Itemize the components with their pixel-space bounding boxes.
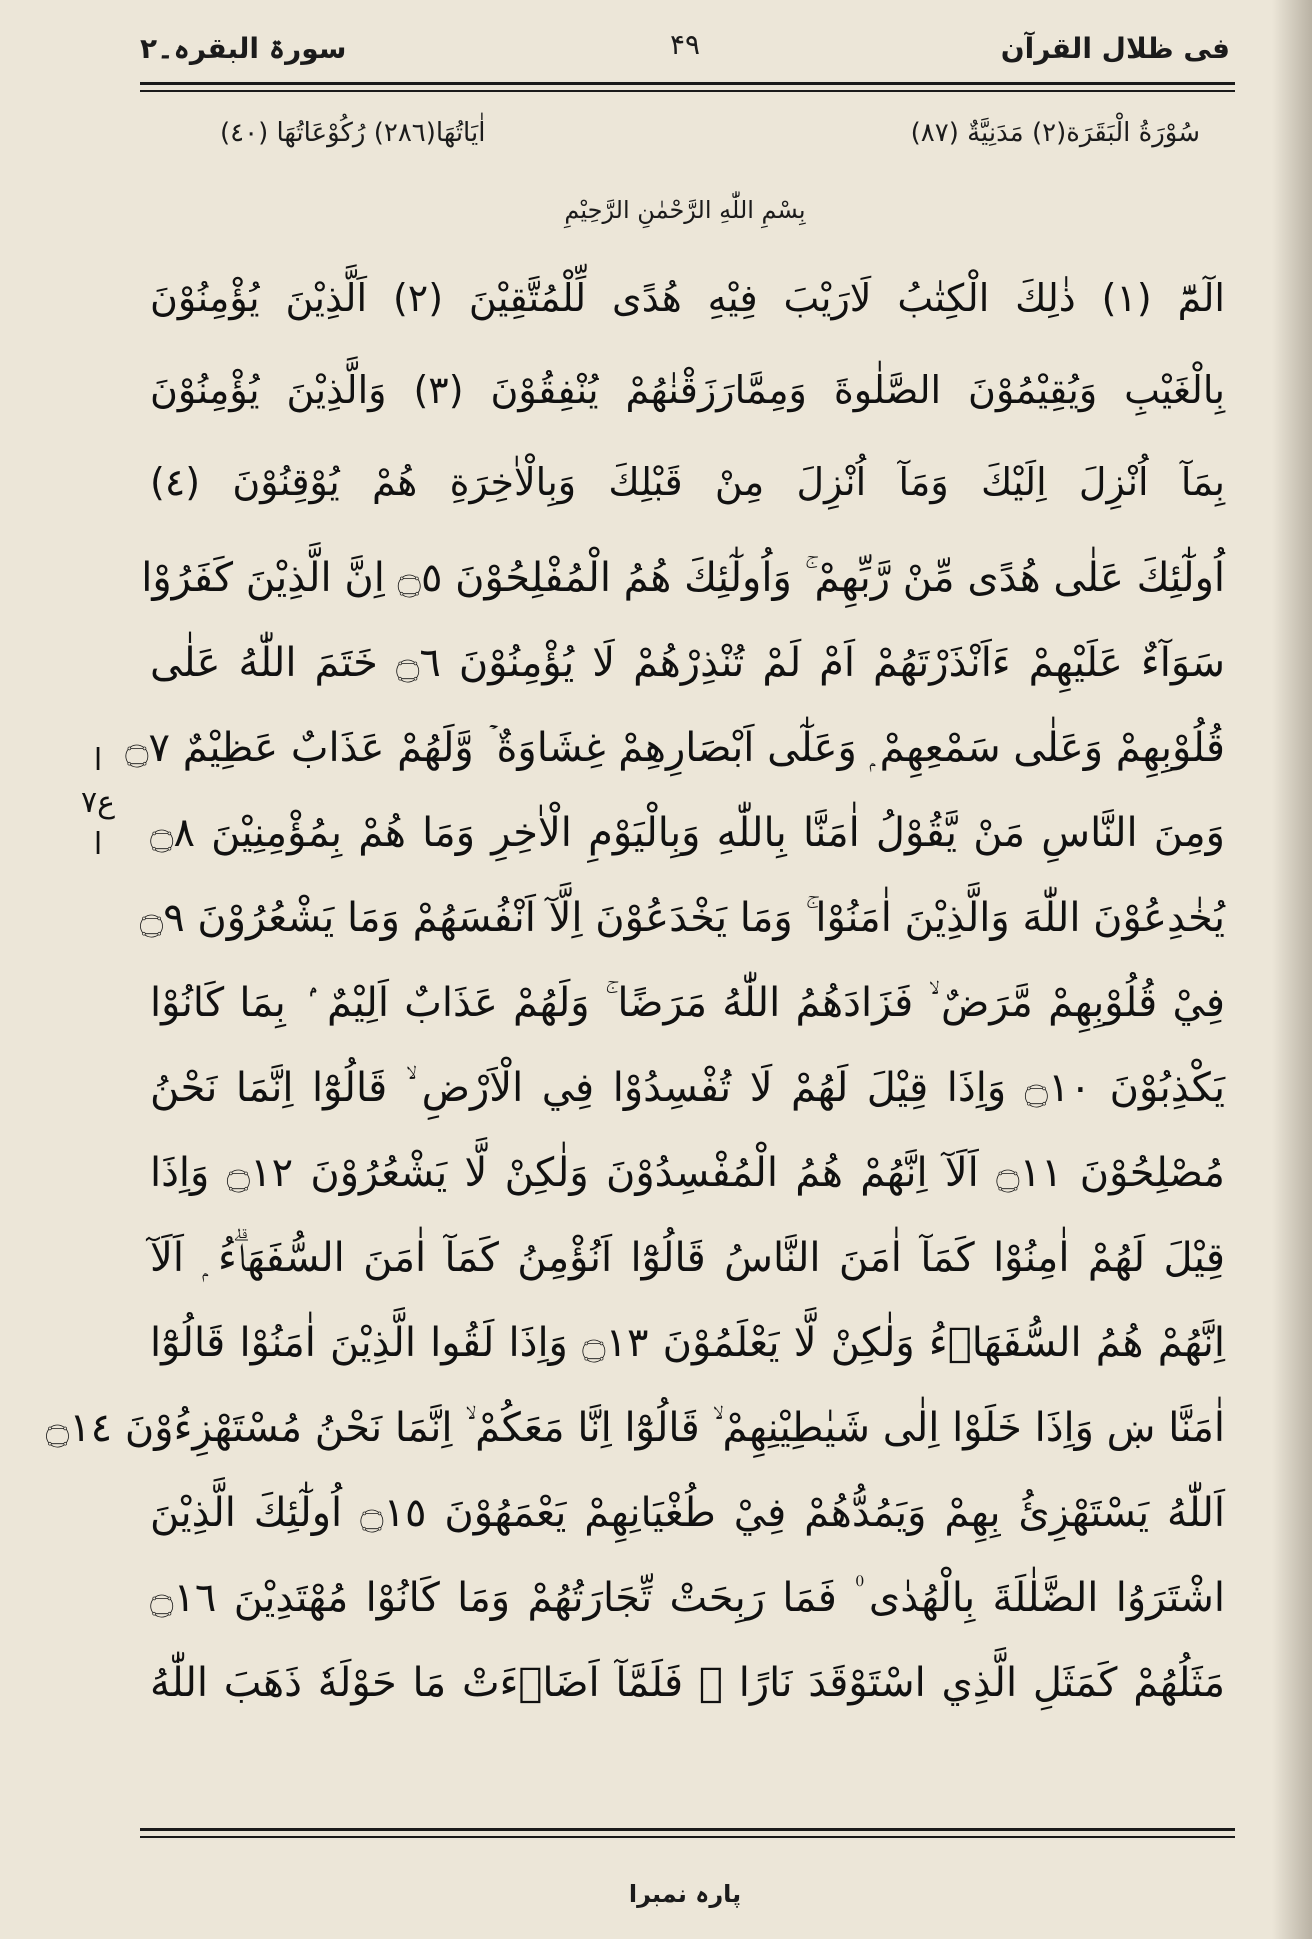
ruku-marker-bottom: ا — [93, 827, 103, 862]
basmala: بِسْمِ اللّٰهِ الرَّحْمٰنِ الرَّحِيْمِ — [564, 196, 806, 224]
surah-running-title: سورۃ البقرہ۔۲ — [140, 32, 347, 65]
page-edge-shadow — [1272, 0, 1312, 1939]
verse-line: مَثَلُهُمْ كَمَثَلِ الَّذِي اسْتَوْقَدَ نَارًا ۚ فَلَمَّآ اَضَاۗءَتْ مَا حَوْلَهٗ ذَهَبَ اللّٰهُ — [150, 1660, 1225, 1706]
footer-rule — [140, 1828, 1235, 1831]
surah-name-info: سُوْرَةُ الْبَقَرَة(٢) مَدَنِيَّةٌ (٨٧) — [910, 118, 1200, 148]
verse-line: وَمِنَ النَّاسِ مَنْ يَّقُوْلُ اٰمَنَّا بِاللّٰهِ وَبِالْيَوْمِ الْاٰخِرِ وَمَا هُمْ بِمُؤْمِنِيْنَ ۝٨ — [150, 810, 1225, 856]
verse-line: يُخٰدِعُوْنَ اللّٰهَ وَالَّذِيْنَ اٰمَنُوْا ۚ وَمَا يَخْدَعُوْنَ اِلَّآ اَنْفُسَهُمْ وَمَا يَشْعُرُوْنَ ۝٩ — [139, 895, 1225, 941]
verse-line: يَكْذِبُوْنَ ۝١٠ وَاِذَا قِيْلَ لَهُمْ لَا تُفْسِدُوْا فِي الْاَرْضِ ۙ قَالُوْٓا اِنَّمَا نَحْنُ — [150, 1065, 1225, 1111]
header-rule — [140, 82, 1235, 85]
verse-line: اُولٰٓئِكَ عَلٰى هُدًى مِّنْ رَّبِّهِمْ ۚ وَاُولٰٓئِكَ هُمُ الْمُفْلِحُوْنَ ۝٥ اِنَّ الَّذِيْنَ كَفَرُوْا — [141, 555, 1225, 601]
page-number: ۴۹ — [669, 28, 701, 61]
verse-line: قِيْلَ لَهُمْ اٰمِنُوْا كَمَآ اٰمَنَ النَّاسُ قَالُوْٓا اَنُؤْمِنُ كَمَآ اٰمَنَ السُّفَهَاۗءُ ۭ اَلَآ — [150, 1235, 1225, 1281]
ruku-marker — [78, 740, 118, 866]
verse-line: الٓمّٓ (١) ذٰلِكَ الْكِتٰبُ لَارَيْبَ فِيْهِ هُدًى لِّلْمُتَّقِيْنَ (٢) اَلَّذِيْنَ يُؤْمِنُوْنَ — [150, 276, 1225, 320]
verse-line: اشْتَرَوُا الضَّلٰلَةَ بِالْهُدٰى ۠ فَمَا رَبِحَتْ تِّجَارَتُهُمْ وَمَا كَانُوْا مُهْتَدِيْنَ ۝١٦ — [150, 1575, 1225, 1621]
verse-line: اِنَّهُمْ هُمُ السُّفَهَاۗءُ وَلٰكِنْ لَّا يَعْلَمُوْنَ ۝١٣ وَاِذَا لَقُوا الَّذِيْنَ اٰمَنُوْا قَالُوْٓا — [150, 1320, 1225, 1366]
verse-line: قُلُوْبِهِمْ وَعَلٰى سَمْعِهِمْ ۭ وَعَلٰٓى اَبْصَارِهِمْ غِشَاوَةٌ ۡ وَّلَهُمْ عَذَابٌ عَظِيْمٌ ۝٧ — [125, 725, 1225, 771]
verse-line: فِيْ قُلُوْبِهِمْ مَّرَضٌ ۙ فَزَادَهُمُ اللّٰهُ مَرَضًا ۚ وَلَهُمْ عَذَابٌ اَلِيْمٌ ۢ بِمَا كَانُوْا — [150, 980, 1225, 1026]
header-rule-thin — [140, 90, 1235, 92]
verse-line: اَللّٰهُ يَسْتَهْزِئُ بِهِمْ وَيَمُدُّهُمْ فِيْ طُغْيَانِهِمْ يَعْمَهُوْنَ ۝١٥ اُولٰٓئِكَ الَّذِيْنَ — [150, 1490, 1225, 1536]
verse-line: بِالْغَيْبِ وَيُقِيْمُوْنَ الصَّلٰوةَ وَمِمَّارَزَقْنٰهُمْ يُنْفِقُوْنَ (٣) وَالَّذِيْنَ يُؤْمِنُوْنَ — [150, 368, 1226, 412]
ruku-marker-top: ا — [93, 743, 103, 778]
ruku-marker-middle: ع۷ — [80, 785, 116, 820]
para-footer: پارہ نمبرا — [628, 1880, 742, 1908]
verse-line: بِمَآ اُنْزِلَ اِلَيْكَ وَمَآ اُنْزِلَ مِنْ قَبْلِكَ وَبِالْاٰخِرَةِ هُمْ يُوْقِنُوْنَ (٤) — [150, 460, 1225, 504]
surah-info — [150, 118, 1220, 162]
footer-rule-thin — [140, 1836, 1235, 1838]
surah-ayat-info: اٰيَاتُهَا(٢٨٦) رُكُوْعَاتُهَا (٤٠) — [220, 118, 486, 148]
book-title: فی ظلال القرآن — [1000, 32, 1230, 65]
verse-line: مُصْلِحُوْنَ ۝١١ اَلَآ اِنَّهُمْ هُمُ الْمُفْسِدُوْنَ وَلٰكِنْ لَّا يَشْعُرُوْنَ ۝١٢ وَاِذَا — [150, 1150, 1225, 1196]
page-header — [140, 28, 1230, 76]
verse-line: اٰمَنَّا ښ وَاِذَا خَلَوْا اِلٰى شَيٰطِيْنِهِمْ ۙ قَالُوْٓا اِنَّا مَعَكُمْ ۙ اِنَّمَا نَحْنُ مُسْتَهْزِءُوْنَ ۝١٤ — [45, 1405, 1225, 1451]
verse-line: سَوَآءٌ عَلَيْهِمْ ءَاَنْذَرْتَهُمْ اَمْ لَمْ تُنْذِرْهُمْ لَا يُؤْمِنُوْنَ ۝٦ خَتَمَ اللّٰهُ عَلٰى — [150, 640, 1226, 686]
